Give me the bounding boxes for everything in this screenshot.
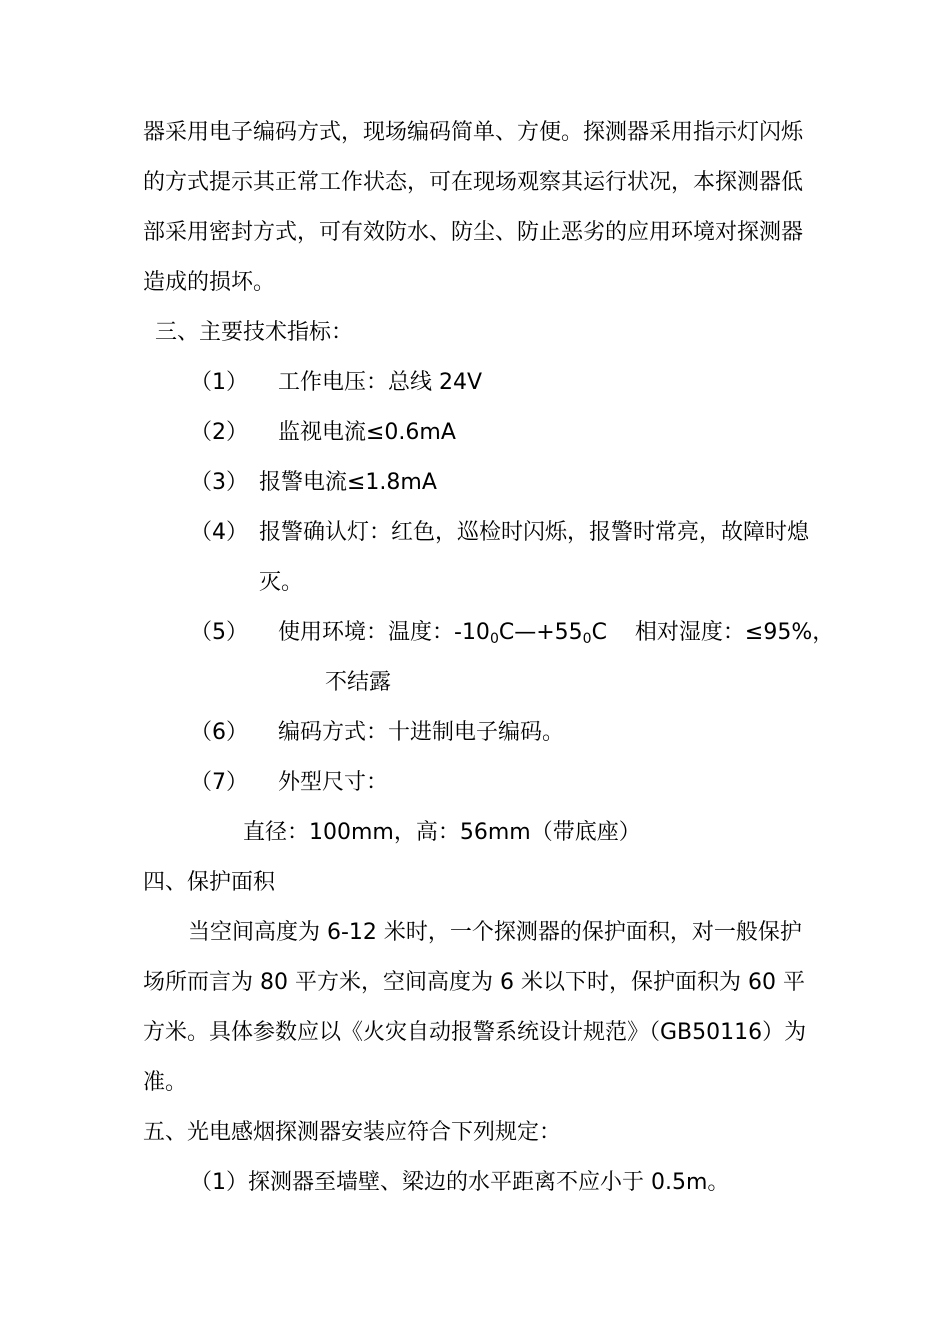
section5-heading: 五、光电感烟探测器安装应符合下列规定： [143, 1120, 562, 1145]
spec-7-text: 外型尺寸： [278, 770, 389, 795]
spec-5-continuation: 不结露 [325, 670, 392, 695]
intro-line-2: 的方式提示其正常工作状态，可在现场观察其运行状况，本探测器低 [143, 170, 804, 195]
section4-line-3: 方米。具体参数应以《火灾自动报警系统设计规范》（GB50116）为 [143, 1020, 807, 1045]
section5-item-1: （1）探测器至墙壁、梁边的水平距离不应小于 0.5m。 [190, 1170, 730, 1195]
spec-2-number: （2） [190, 420, 248, 445]
spec-4-continuation: 灭。 [259, 570, 304, 595]
section4-heading: 四、保护面积 [143, 870, 276, 895]
spec-dimensions: 直径：100mm，高：56mm（带底座） [243, 820, 641, 845]
spec-6-text: 编码方式：十进制电子编码。 [278, 720, 565, 745]
intro-line-4: 造成的损坏。 [143, 270, 276, 295]
intro-line-3: 部采用密封方式，可有效防水、防尘、防止恶劣的应用环境对探测器 [143, 220, 804, 245]
section4-line-1: 当空间高度为 6-12 米时，一个探测器的保护面积，对一般保护 [188, 920, 802, 945]
spec-5-text: 使用环境：温度：$-10_0C—+55_0C$ 相对湿度：≤95%， [278, 620, 835, 647]
intro-line-1: 器采用电子编码方式，现场编码简单、方便。探测器采用指示灯闪烁 [143, 120, 804, 145]
spec-2-text: 监视电流≤0.6mA [278, 420, 456, 445]
subscript: 0 [582, 631, 592, 647]
spec-4-number: （4） [190, 520, 248, 545]
spec-4-text: 报警确认灯：红色，巡检时闪烁，报警时常亮，故障时熄 [259, 520, 810, 545]
section3-heading: 三、主要技术指标： [155, 320, 354, 345]
spec-6-number: （6） [190, 720, 248, 745]
spec-3-number: （3） [190, 470, 248, 495]
section4-line-2: 场所而言为 80 平方米，空间高度为 6 米以下时，保护面积为 60 平 [143, 970, 805, 995]
spec-1-number: （1） [190, 370, 248, 395]
spec-3-text: 报警电流≤1.8mA [259, 470, 437, 495]
spec-5-number: （5） [190, 620, 248, 645]
spec-1-text: 工作电压：总线 24V [278, 370, 483, 395]
spec-7-number: （7） [190, 770, 248, 795]
section4-line-4: 准。 [143, 1070, 188, 1095]
subscript: 0 [489, 631, 499, 647]
